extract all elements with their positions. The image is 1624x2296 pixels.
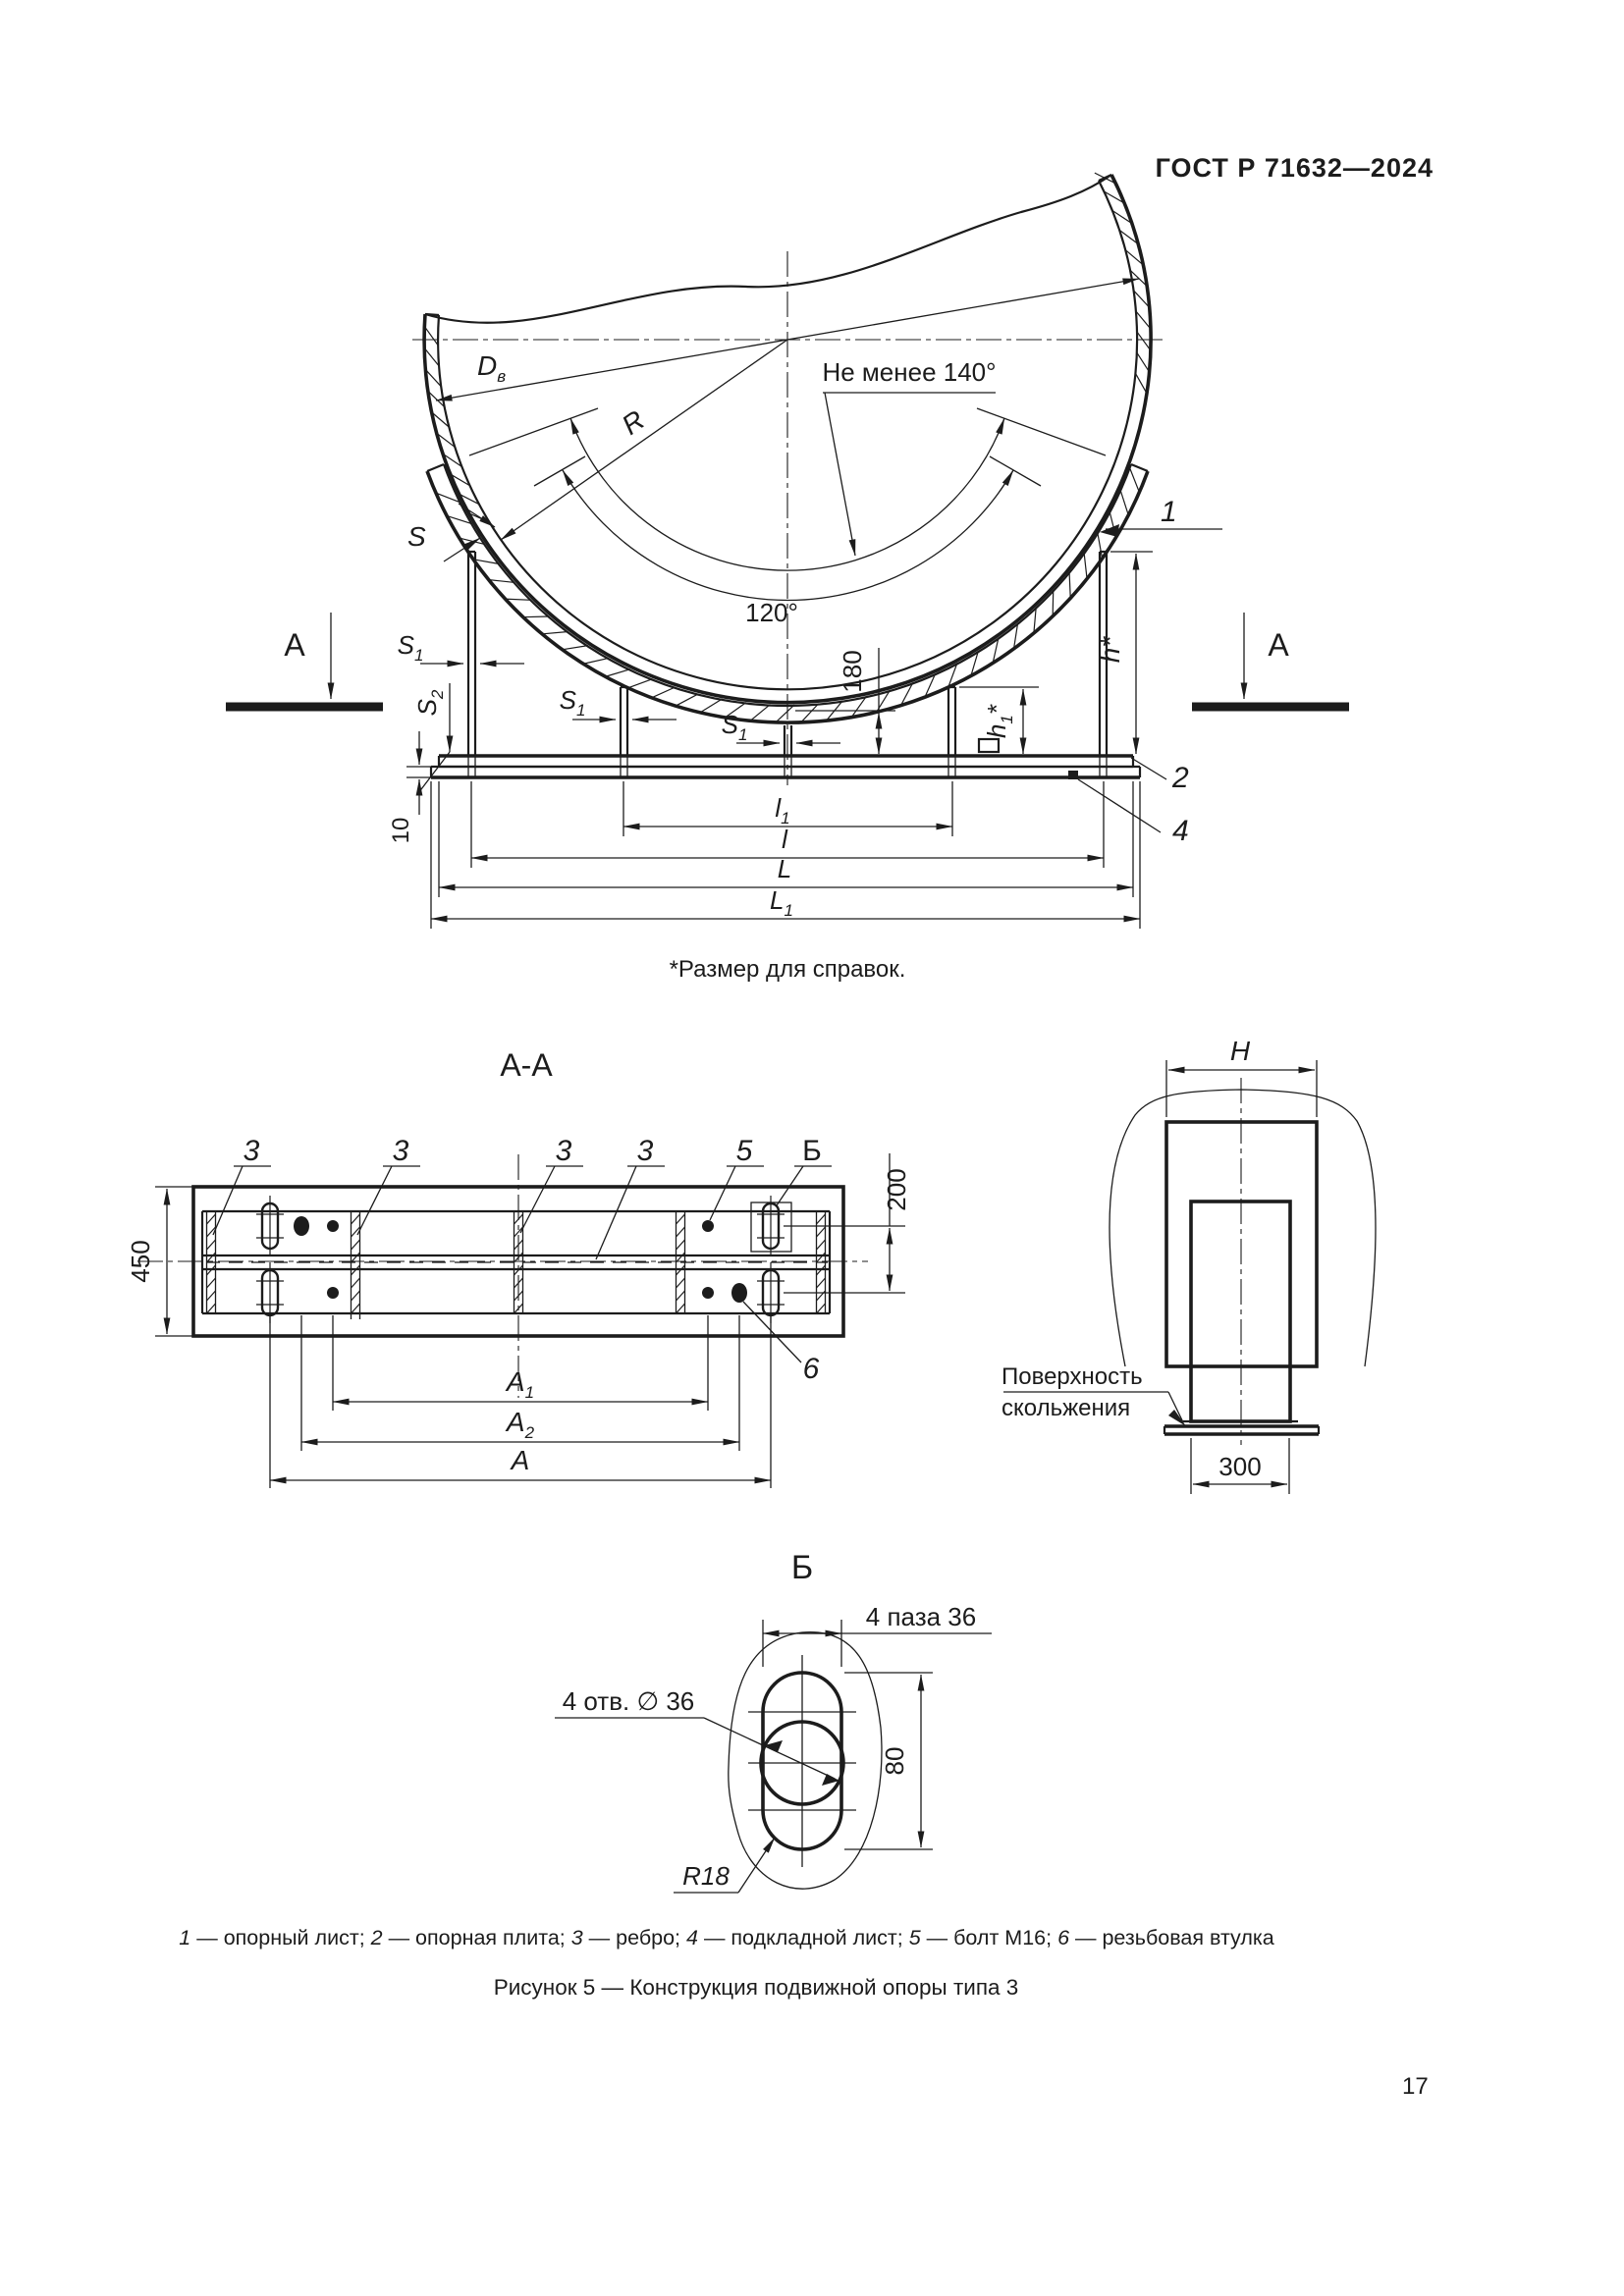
dim-A-group [270, 1315, 771, 1488]
dim-H [1166, 1036, 1317, 1117]
svg-text:h*: h* [1095, 636, 1125, 664]
svg-text:4: 4 [1172, 815, 1189, 847]
svg-text:L1: $L_1$ [770, 885, 793, 920]
svg-text:Б: Б [802, 1135, 822, 1167]
section-view [126, 1047, 911, 1488]
svg-text:3: 3 [555, 1135, 572, 1167]
standard-header: ГОСТ Р 71632—2024 [1155, 153, 1434, 183]
dim-S1-left [398, 630, 524, 665]
svg-text:S1: $S_1$ [397, 630, 424, 665]
section-plane-right [1192, 613, 1349, 707]
page-number: 17 [1402, 2073, 1429, 2100]
dim-h [1095, 552, 1153, 754]
svg-text:L: L [777, 854, 792, 883]
detail-view [555, 1549, 992, 1893]
legend: 1 — опорный лист; 2 — опорная плита; 3 — ребро; 4 — подкладной лист; 5 — болт М16; 6 — резьбовая втулка [179, 1926, 1274, 1949]
svg-text:80: 80 [880, 1746, 909, 1776]
dim-R-label: R [616, 403, 651, 441]
part-labels [1068, 496, 1222, 847]
side-view [1001, 1036, 1376, 1494]
dim-holes-36 [555, 1686, 839, 1786]
section-title: А-А [500, 1047, 553, 1083]
svg-text:h1*: $h_1*$ [982, 704, 1016, 739]
dim-S-label: S [407, 521, 426, 552]
svg-text:S1: $S_1$ [559, 685, 586, 720]
detail-title: Б [790, 1549, 814, 1586]
reference-note: *Размер для справок. [669, 956, 906, 983]
sliding-surface-label [1001, 1363, 1186, 1426]
svg-text:H: H [1229, 1036, 1251, 1066]
svg-text:скольжения: скольжения [1001, 1395, 1131, 1421]
svg-text:5: 5 [735, 1135, 753, 1167]
length-dimensions [431, 781, 1140, 929]
svg-text:6: 6 [802, 1353, 820, 1385]
dim-slot-36 [763, 1602, 992, 1667]
dim-D-label: $D_в$ [477, 350, 507, 386]
svg-text:S1: $S_1$ [721, 710, 748, 744]
pipe-break-line [425, 175, 1111, 323]
figure-caption: Рисунок 5 — Конструкция подвижной опоры типа 3 [493, 1975, 1019, 2000]
svg-text:300: 300 [1218, 1452, 1262, 1481]
dim-S1-mid [560, 685, 677, 720]
dim-10 [388, 731, 450, 843]
svg-text:200: 200 [882, 1168, 911, 1211]
svg-text:А: А [1268, 627, 1289, 663]
svg-text:3: 3 [636, 1135, 654, 1167]
dim-S2 [412, 683, 450, 752]
svg-text:1: 1 [1161, 496, 1177, 528]
svg-text:Поверхность: Поверхность [1001, 1363, 1143, 1390]
dim-80 [844, 1673, 933, 1849]
dim-200 [784, 1153, 911, 1293]
middle-rib [202, 1255, 830, 1269]
svg-text:A1: $A_1$ [506, 1366, 535, 1402]
slots-and-bolts [256, 1196, 791, 1323]
dim-300 [1191, 1438, 1289, 1494]
dim-S1-center [722, 710, 840, 744]
pipe-silhouette [1110, 1090, 1376, 1366]
main-view [226, 173, 1349, 983]
svg-text:10: 10 [388, 817, 414, 844]
section-plane-left [226, 613, 383, 707]
angle-min-label: Не менее 140° [822, 357, 997, 387]
dim-R18 [674, 1838, 775, 1893]
svg-text:R18: R18 [682, 1861, 730, 1891]
svg-text:A: A [511, 1445, 530, 1475]
svg-text:3: 3 [392, 1135, 409, 1167]
svg-text:l1: $l_1$ [775, 793, 790, 828]
svg-text:S2: $S_2$ [412, 689, 447, 717]
bolt-detail [979, 739, 999, 752]
angle-120-label: 120° [745, 598, 798, 627]
svg-text:2: 2 [1172, 762, 1189, 794]
svg-text:A2: $A_2$ [506, 1407, 535, 1442]
svg-text:4 паза 36: 4 паза 36 [865, 1602, 977, 1631]
svg-text:180: 180 [838, 650, 867, 693]
svg-text:l: l [782, 825, 787, 854]
svg-text:А: А [284, 627, 305, 663]
svg-text:3: 3 [243, 1135, 260, 1167]
svg-text:450: 450 [126, 1240, 155, 1283]
radius-line [501, 340, 787, 540]
svg-text:4 отв. ∅ 36: 4 отв. ∅ 36 [562, 1686, 695, 1716]
